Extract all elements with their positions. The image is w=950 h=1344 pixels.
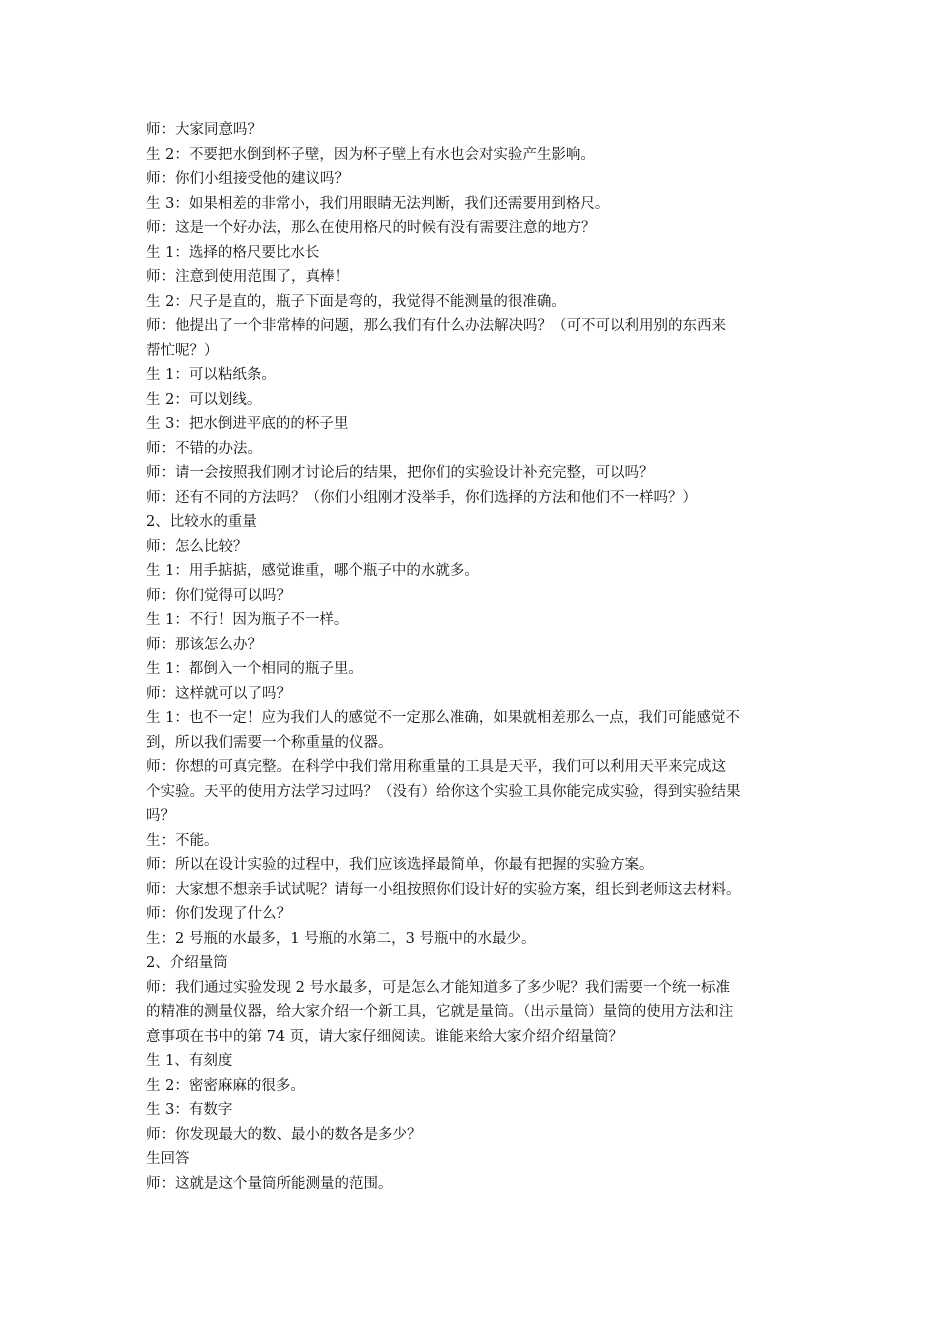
text-line: 个实验。天平的使用方法学习过吗？（没有）给你这个实验工具你能完成实验，得到实验结果	[146, 783, 741, 800]
text-line: 生 1：用手掂掂，感觉谁重，哪个瓶子中的水就多。	[146, 563, 479, 579]
text-line: 的精准的测量仪器，给大家介绍一个新工具，它就是量筒。（出示量筒）量筒的使用方法和注	[146, 1004, 734, 1020]
text-line: 师：你想的可真完整。在科学中我们常用称重量的工具是天平，我们可以利用天平来完成这	[146, 759, 726, 775]
text-line: 生 1：选择的格尺要比水长	[146, 244, 320, 261]
text-line: 师：你们发现了什么？	[146, 906, 291, 922]
text-line: 生回答	[146, 1151, 190, 1167]
text-line: 生 2：可以划线。	[146, 391, 262, 408]
text-line: 生 1：都倒入一个相同的瓶子里。	[146, 661, 363, 677]
text-line: 生 2：密密麻麻的很多。	[146, 1077, 305, 1094]
text-line: 师：那该怎么办？	[146, 636, 262, 653]
section-heading: 2、比较水的重量	[146, 514, 257, 530]
document-page	[146, 118, 814, 1196]
text-line: 到，所以我们需要一个称重量的仪器。	[146, 734, 393, 751]
text-line: 生 1：也不一定！应为我们人的感觉不一定那么准确，如果就相差那么一点，我们可能感觉不	[146, 710, 740, 726]
text-line: 师：他提出了一个非常棒的问题，那么我们有什么办法解决吗？（可不可以利用别的东西来	[146, 318, 726, 334]
text-line: 师：不错的办法。	[146, 440, 262, 457]
text-line: 生 1：可以粘纸条。	[146, 367, 276, 383]
text-line: 师：注意到使用范围了，真棒！	[146, 269, 349, 285]
text-line: 帮忙呢？）	[146, 342, 219, 359]
text-line: 师：大家同意吗？	[146, 122, 262, 138]
text-line: 师：大家想不想亲手试试呢？请每一小组按照你们设计好的实验方案，组长到老师这去材料。	[146, 881, 741, 898]
text-line: 生 1、有刻度	[146, 1053, 233, 1069]
text-line: 师：我们通过实验发现 2 号水最多，可是怎么才能知道多了多少呢？我们需要一个统一标准	[146, 979, 730, 996]
text-line: 生 3：把水倒进平底的的杯子里	[146, 416, 349, 432]
text-line: 生：2 号瓶的水最多，1 号瓶的水第二，3 号瓶中的水最少。	[146, 930, 536, 947]
text-line: 生 3：如果相差的非常小，我们用眼睛无法判断，我们还需要用到格尺。	[146, 195, 610, 212]
text-line: 意事项在书中的第 74 页，请大家仔细阅读。谁能来给大家介绍介绍量筒？	[146, 1028, 624, 1045]
text-line: 师：所以在设计实验的过程中，我们应该选择最简单，你最有把握的实验方案。	[146, 857, 654, 873]
text-line: 师：请一会按照我们刚才讨论后的结果，把你们的实验设计补充完整，可以吗？	[146, 465, 654, 481]
text-line: 师：怎么比较？	[146, 538, 248, 555]
text-line: 师：你们觉得可以吗？	[146, 587, 291, 604]
text-line: 师：这是一个好办法，那么在使用格尺的时候有没有需要注意的地方？	[146, 220, 596, 236]
text-line: 吗？	[146, 808, 175, 824]
text-line: 师：你发现最大的数、最小的数各是多少？	[146, 1126, 422, 1143]
text-line: 师：还有不同的方法吗？（你们小组刚才没举手，你们选择的方法和他们不一样吗？）	[146, 489, 697, 506]
text-line: 生：不能。	[146, 832, 219, 849]
text-line: 师：这样就可以了吗？	[146, 685, 291, 702]
text-line: 师：你们小组接受他的建议吗？	[146, 171, 349, 187]
text-line: 生 2：不要把水倒到杯子壁，因为杯子壁上有水也会对实验产生影响。	[146, 146, 595, 163]
text-line: 生 2：尺子是直的，瓶子下面是弯的，我觉得不能测量的很准确。	[146, 293, 566, 310]
section-heading: 2、介绍量筒	[146, 955, 228, 971]
text-line: 师：这就是这个量筒所能测量的范围。	[146, 1175, 393, 1192]
text-line: 生 1：不行！因为瓶子不一样。	[146, 612, 349, 628]
text-line: 生 3：有数字	[146, 1102, 233, 1118]
